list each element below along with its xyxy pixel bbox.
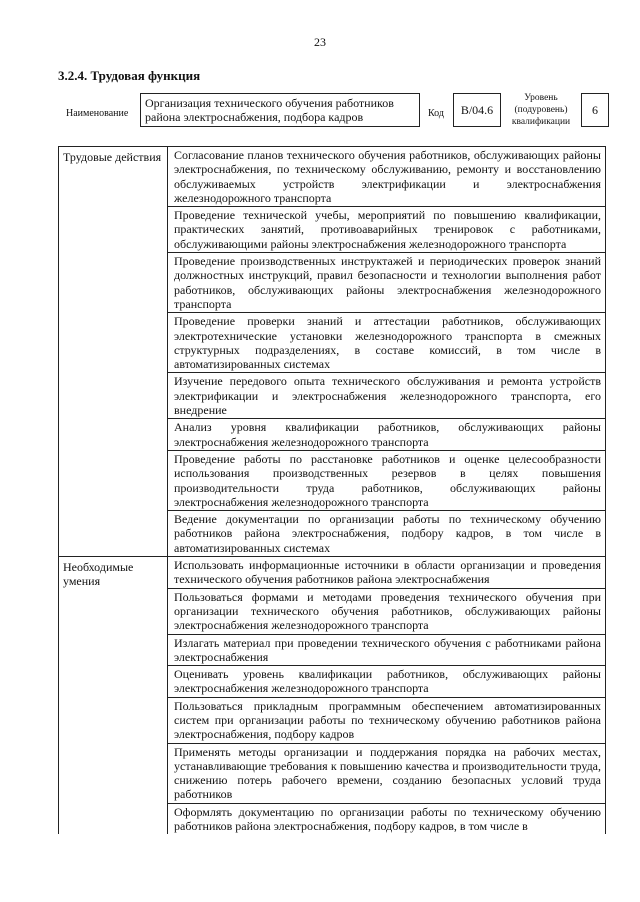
code-value: B/04.6 [453,93,501,127]
code-label: Код [428,108,444,119]
level-value: 6 [581,93,609,127]
name-label: Наименование [66,108,129,119]
skill-item: Применять методы организации и поддержания порядка на рабочих местах, устанавливающие требования к повышению качества и производительности труда, снижению потерь рабочего времени, созданию безопасных условий труда работников [168,744,605,804]
skill-item: Пользоваться формами и методами проведения технического обучения при организации технического обучения работников, обслуживающих районы электроснабжения железнодорожного транспорта [168,589,605,635]
labor-actions-row [59,147,606,557]
skill-item: Оформлять документацию по организации работы по техническому обучению работников района электроснабжения, подбору кадров, в том числе в [174,804,601,834]
name-value: Организация технического обучения работников района электроснабжения, подбора кадров [140,93,420,127]
skill-item: Оценивать уровень квалификации работников, обслуживающих районы электроснабжения железнодорожного транспорта [168,666,605,698]
level-label: Уровень (подуровень) квалификации [511,93,571,127]
required-skills-list [168,557,606,835]
labor-action-item: Согласование планов технического обучения работников, обслуживающих районы электроснабжения, по техническому обслуживанию, ремонту и восстановлению обслуживаемых устройств электрификации и электроснабжения железнодорожного транспорта [168,147,605,207]
skill-item: Излагать материал при проведении технического обучения с работниками района электроснабжения [168,635,605,667]
required-skills-row [59,557,606,835]
page-number: 23 [314,35,326,49]
labor-actions-list [168,147,606,557]
labor-action-item: Ведение документации по организации работы по техническому обучению работников района электроснабжения, подбору кадров, в том числе в автоматизированных системах [174,512,601,555]
labor-action-item: Проведение работы по расстановке работников и оценке целесообразности использования производственных резервов в целях повышения производительности труда работников, обслуживающих районы электроснабжения железнодорожного транспорта [168,451,605,511]
skill-item: Пользоваться прикладным программным обеспечением автоматизированных систем при организации работы по техническому обучению работников района электроснабжения, подбору кадров [168,698,605,744]
function-table [58,146,606,834]
section-title: 3.2.4. Трудовая функция [58,68,201,83]
labor-action-item: Проведение производственных инструктажей и периодических проверок знаний должностных инструкций, правил безопасности и технологии выполнения работ работников, обслуживающих районы электроснабжения железнодорожного транспорта [168,253,605,313]
required-skills-label: Необходимые умения [59,557,168,835]
skill-item: Использовать информационные источники в области организации и проведения технического обучения работников района электроснабжения [168,557,605,589]
labor-action-item: Проведение проверки знаний и аттестации работников, обслуживающих электротехнические установки железнодорожного транспорта в смежных структурных подразделениях, в составе комиссий, в том числе в автоматизированных системах [168,313,605,373]
labor-action-item: Проведение технической учебы, мероприятий по повышению квалификации, практических занятий, противоаварийных тренировок с работниками, обслуживающими районы электроснабжения железнодорожного транспорта [168,207,605,253]
labor-actions-label: Трудовые действия [59,147,168,557]
labor-action-item: Изучение передового опыта технического обслуживания и ремонта устройств электрификации и электроснабжения железнодорожного транспорта, его внедрение [168,373,605,419]
labor-action-item: Анализ уровня квалификации работников, обслуживающих районы электроснабжения железнодорожного транспорта [168,419,605,451]
